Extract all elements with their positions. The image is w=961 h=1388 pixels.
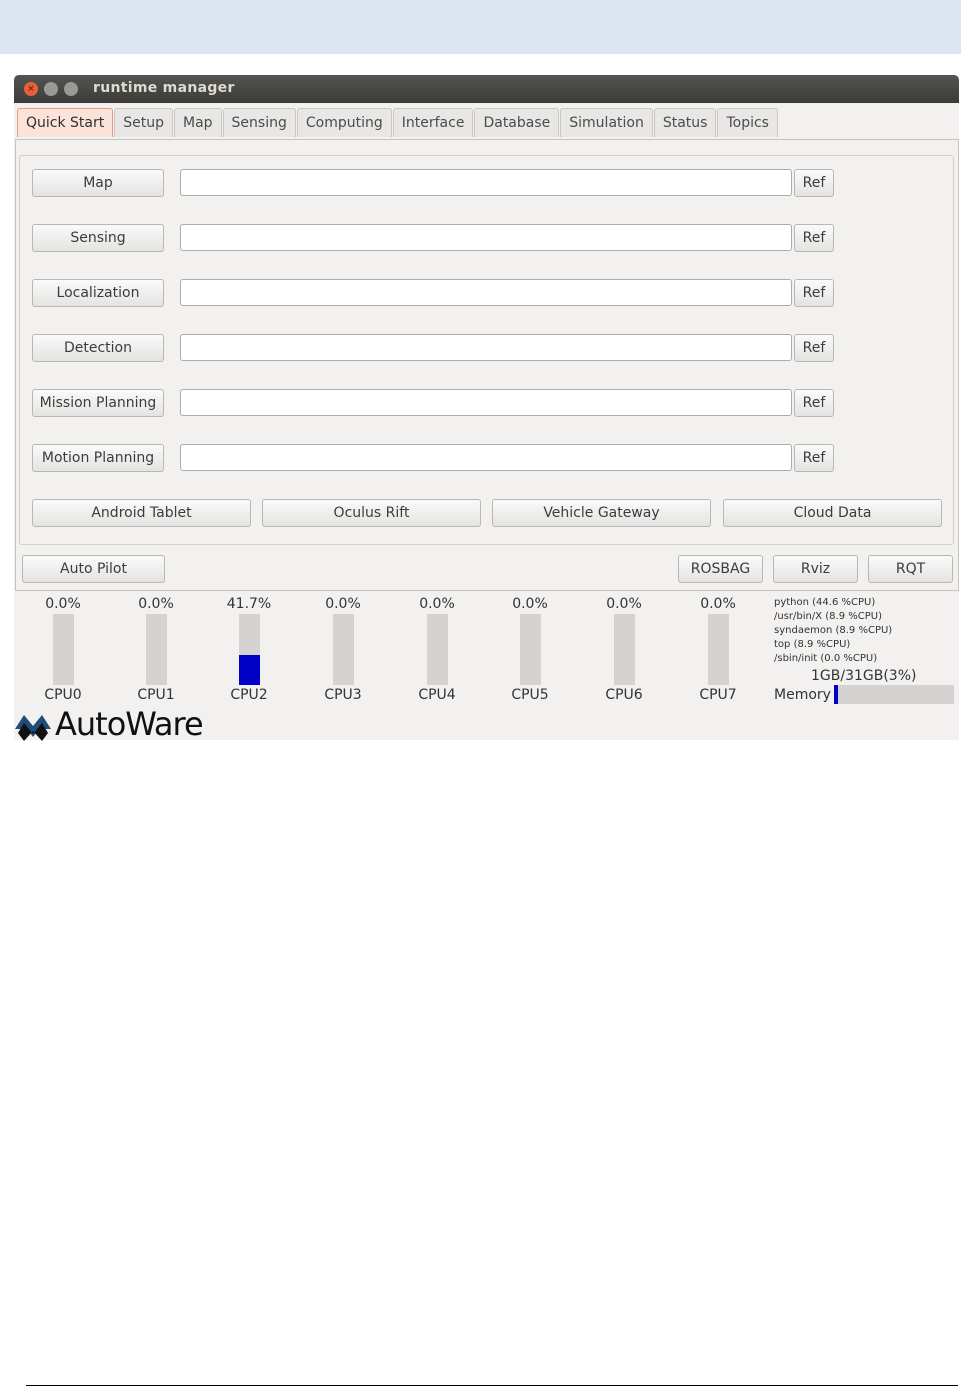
cpu-meter bbox=[308, 596, 378, 706]
localization-path-field[interactable] bbox=[180, 279, 792, 306]
cpu-meter bbox=[589, 596, 659, 706]
motion-planning-ref-button[interactable]: Ref bbox=[794, 444, 834, 472]
page-header-band bbox=[0, 0, 961, 54]
page-footer-rule bbox=[26, 1385, 958, 1386]
cpu-bar bbox=[427, 614, 448, 685]
cpu-percent: 0.0% bbox=[138, 596, 174, 612]
title-bar bbox=[14, 75, 959, 103]
cpu-bar bbox=[53, 614, 74, 685]
cpu-label: CPU4 bbox=[418, 687, 456, 703]
process-line: python (44.6 %CPU) bbox=[774, 597, 876, 608]
cpu-meter bbox=[28, 596, 98, 706]
oculus-rift-button[interactable]: Oculus Rift bbox=[262, 499, 481, 527]
tab-setup[interactable]: Setup bbox=[114, 108, 173, 137]
cpu-meter bbox=[683, 596, 753, 706]
sensing-button[interactable]: Sensing bbox=[32, 224, 164, 252]
autoware-logo bbox=[14, 707, 214, 743]
process-line: top (8.9 %CPU) bbox=[774, 639, 851, 650]
cpu-meter bbox=[495, 596, 565, 706]
cpu-meter bbox=[402, 596, 472, 706]
process-line: /usr/bin/X (8.9 %CPU) bbox=[774, 611, 882, 622]
localization-ref-button[interactable]: Ref bbox=[794, 279, 834, 307]
window-title: runtime manager bbox=[93, 80, 235, 96]
tab-bar bbox=[17, 108, 779, 138]
localization-button[interactable]: Localization bbox=[32, 279, 164, 307]
cpu-percent: 0.0% bbox=[700, 596, 736, 612]
cpu-percent: 41.7% bbox=[226, 596, 272, 612]
memory-value: 1GB/31GB(3%) bbox=[811, 668, 917, 684]
map-ref-button[interactable]: Ref bbox=[794, 169, 834, 197]
auto-pilot-button[interactable]: Auto Pilot bbox=[22, 555, 165, 583]
cloud-data-button[interactable]: Cloud Data bbox=[723, 499, 942, 527]
mission-planning-button[interactable]: Mission Planning bbox=[32, 389, 164, 417]
cpu-percent: 0.0% bbox=[606, 596, 642, 612]
cpu-bar bbox=[146, 614, 167, 685]
tab-computing[interactable]: Computing bbox=[297, 108, 392, 137]
detection-button[interactable]: Detection bbox=[32, 334, 164, 362]
sensing-ref-button[interactable]: Ref bbox=[794, 224, 834, 252]
tab-topics[interactable]: Topics bbox=[717, 108, 778, 137]
cpu-label: CPU6 bbox=[605, 687, 643, 703]
close-icon[interactable]: × bbox=[24, 82, 38, 96]
mission-planning-ref-button[interactable]: Ref bbox=[794, 389, 834, 417]
tab-interface[interactable]: Interface bbox=[393, 108, 474, 137]
memory-label: Memory bbox=[774, 687, 831, 703]
detection-path-field[interactable] bbox=[180, 334, 792, 361]
cpu-bar-fill bbox=[239, 655, 260, 685]
mission-planning-path-field[interactable] bbox=[180, 389, 792, 416]
cpu-meter bbox=[121, 596, 191, 706]
cpu-bar bbox=[333, 614, 354, 685]
memory-bar bbox=[834, 685, 954, 704]
cpu-percent: 0.0% bbox=[45, 596, 81, 612]
cpu-label: CPU7 bbox=[699, 687, 737, 703]
cpu-label: CPU0 bbox=[44, 687, 82, 703]
cpu-label: CPU5 bbox=[511, 687, 549, 703]
map-path-field[interactable] bbox=[180, 169, 792, 196]
tab-map[interactable]: Map bbox=[174, 108, 222, 137]
tab-status[interactable]: Status bbox=[654, 108, 717, 137]
maximize-icon[interactable] bbox=[64, 82, 78, 96]
map-button[interactable]: Map bbox=[32, 169, 164, 197]
motion-planning-path-field[interactable] bbox=[180, 444, 792, 471]
android-tablet-button[interactable]: Android Tablet bbox=[32, 499, 251, 527]
launch-group bbox=[19, 155, 954, 545]
runtime-manager-window bbox=[14, 75, 959, 743]
tab-sensing[interactable]: Sensing bbox=[223, 108, 296, 137]
cpu-percent: 0.0% bbox=[419, 596, 455, 612]
cpu-percent: 0.0% bbox=[325, 596, 361, 612]
cpu-meter bbox=[214, 596, 284, 706]
rosbag-button[interactable]: ROSBAG bbox=[678, 555, 763, 583]
process-line: /sbin/init (0.0 %CPU) bbox=[774, 653, 878, 664]
cpu-label: CPU2 bbox=[230, 687, 268, 703]
minimize-icon[interactable] bbox=[44, 82, 58, 96]
cpu-percent: 0.0% bbox=[512, 596, 548, 612]
motion-planning-button[interactable]: Motion Planning bbox=[32, 444, 164, 472]
sensing-path-field[interactable] bbox=[180, 224, 792, 251]
rviz-button[interactable]: Rviz bbox=[773, 555, 858, 583]
cpu-label: CPU3 bbox=[324, 687, 362, 703]
cpu-bar bbox=[239, 614, 260, 685]
process-line: syndaemon (8.9 %CPU) bbox=[774, 625, 893, 636]
cpu-bar bbox=[614, 614, 635, 685]
vehicle-gateway-button[interactable]: Vehicle Gateway bbox=[492, 499, 711, 527]
tab-simulation[interactable]: Simulation bbox=[560, 108, 653, 137]
tab-database[interactable]: Database bbox=[474, 108, 559, 137]
memory-bar-fill bbox=[834, 685, 838, 704]
cpu-bar bbox=[708, 614, 729, 685]
detection-ref-button[interactable]: Ref bbox=[794, 334, 834, 362]
tab-quick-start[interactable]: Quick Start bbox=[17, 108, 113, 137]
logo-text: AutoWare bbox=[55, 705, 203, 743]
quick-start-panel bbox=[15, 139, 959, 591]
autoware-logo-icon bbox=[14, 707, 52, 743]
rqt-button[interactable]: RQT bbox=[868, 555, 953, 583]
cpu-bar bbox=[520, 614, 541, 685]
cpu-label: CPU1 bbox=[137, 687, 175, 703]
